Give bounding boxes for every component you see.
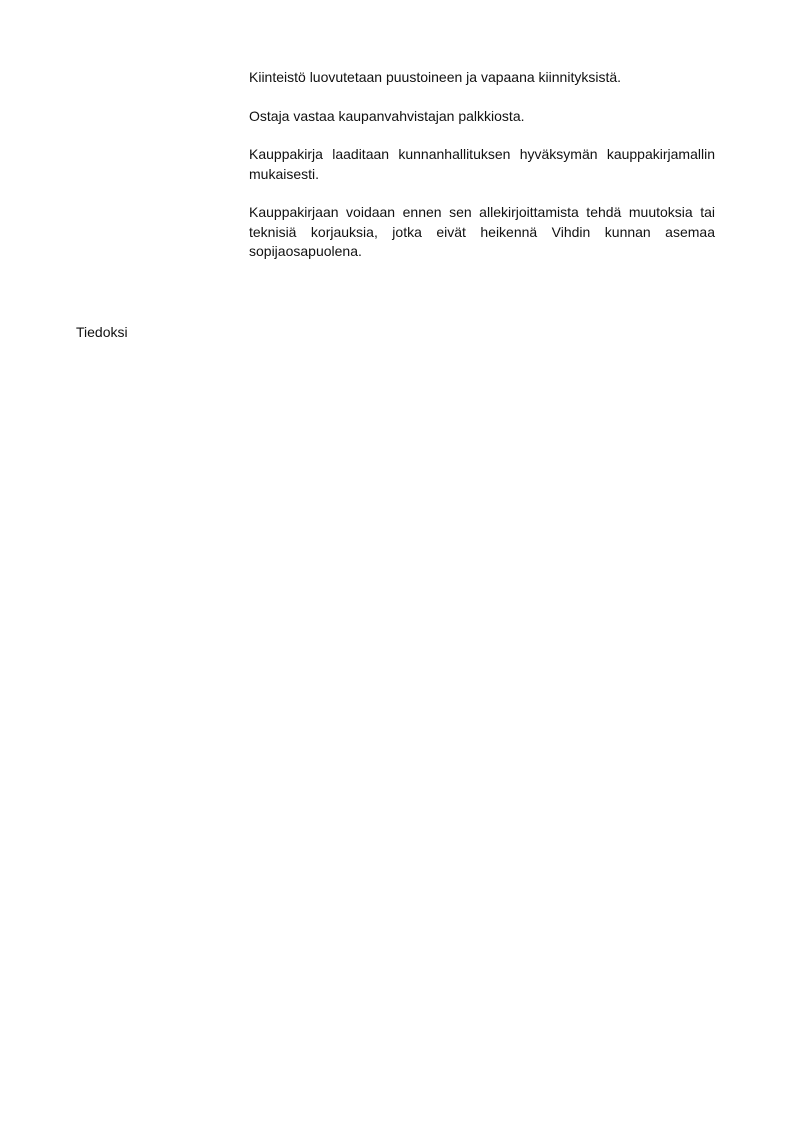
paragraph-notary-fee: Ostaja vastaa kaupanvahvistajan palkkiosta.	[249, 107, 525, 124]
paragraph-transfer-terms: Kiinteistö luovutetaan puustoineen ja vapaana kiinnityksistä.	[249, 69, 622, 85]
paragraph-deed-template: Kauppakirja laaditaan kunnanhallituksen hyväksymän kauppakirjamallin mukaisesti.	[249, 146, 715, 182]
paragraph-deed-changes: Kauppakirjaan voidaan ennen sen allekirjoittamista tehdä muutoksia tai teknisiä korjauksia, jotka eivät heikennä Vihdin kunnan asemaa sopijaosapuolena.	[249, 204, 715, 259]
side-label-tiedoksi: Tiedoksi	[76, 324, 128, 340]
document-body	[249, 68, 715, 281]
